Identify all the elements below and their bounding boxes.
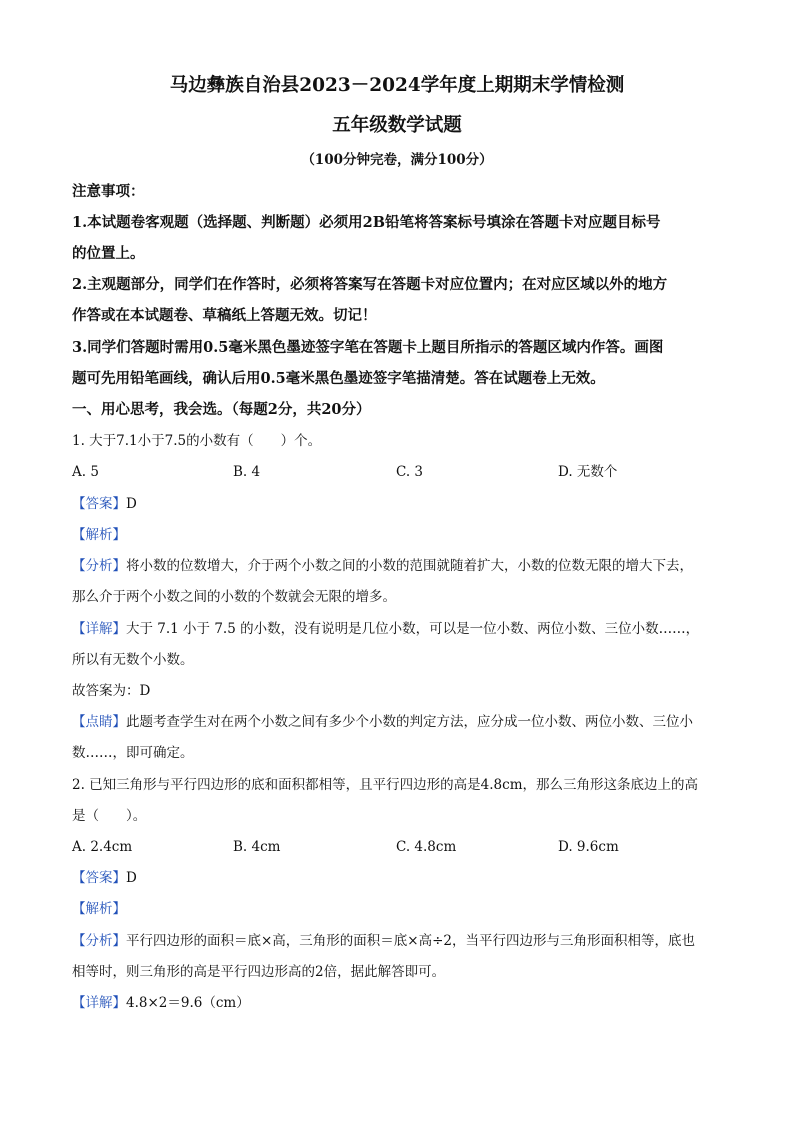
- q2-fenxi-text-1: 平行四边形的面积＝底×高，三角形的面积＝底×高÷2，当平行四边形与三角形面积相等，底也: [126, 933, 696, 949]
- q2-stem-line-1: 2. 已知三角形与平行四边形的底和面积都相等，且平行四边形的高是4.8cm，那么三角形这条底边上的高: [72, 777, 699, 793]
- q1-answer-value: D: [126, 496, 137, 512]
- q2-answer-value: D: [126, 870, 137, 886]
- exam-note: （100分钟完卷，满分100分）: [301, 152, 493, 168]
- exam-subtitle: 五年级数学试题: [332, 115, 462, 136]
- q2-fenxi-line-2: 相等时，则三角形的高是平行四边形高的2倍，据此解答即可。: [72, 964, 446, 980]
- q1-dianjing-line-2: 数……，即可确定。: [72, 745, 194, 761]
- q1-fenxi-tag: 【分析】: [72, 558, 126, 574]
- notice-item-2-line-1: 2.主观题部分，同学们在作答时，必须将答案写在答题卡对应位置内；在对应区域以外的地方: [72, 276, 668, 293]
- notice-item-3-line-2: 题可先用铅笔画线，确认后用0.5毫米黑色墨迹签字笔描清楚。答在试题卷上无效。: [72, 370, 605, 387]
- q1-dianjing-line-1: [72, 712, 693, 732]
- q1-xiangjie-line-2: 所以有无数个小数。: [72, 652, 194, 668]
- q1-fenxi-line-1: [72, 556, 693, 576]
- q2-fenxi-line-1: [72, 931, 695, 951]
- notice-heading: 注意事项：: [72, 183, 145, 200]
- q2-option-a: A. 2.4cm: [72, 839, 133, 855]
- q1-analysis-tag: [72, 525, 126, 545]
- q1-xiangjie-text-1: 大于 7.1 小于 7.5 的小数，没有说明是几位小数，可以是一位小数、两位小数、三位小数……，: [126, 621, 700, 637]
- notice-item-2-line-2: 作答或在本试题卷、草稿纸上答题无效。切记！: [72, 307, 377, 324]
- q2-xiangjie-line-1: [72, 993, 250, 1013]
- q1-fenxi-text-1: 将小数的位数增大，介于两个小数之间的小数的范围就随着扩大，小数的位数无限的增大下去，: [126, 558, 693, 574]
- notice-item-1-line-1: 1.本试题卷客观题（选择题、判断题）必须用2B铅笔将答案标号填涂在答题卡对应题目标号: [72, 214, 661, 231]
- q1-analysis-label: 【解析】: [72, 527, 126, 543]
- q1-xiangjie-line-1: [72, 619, 699, 639]
- q1-answer-tag: 【答案】: [72, 496, 126, 512]
- q1-option-a: A. 5: [72, 464, 99, 480]
- notice-item-1-line-2: 的位置上。: [72, 245, 145, 262]
- q2-option-d: D. 9.6cm: [558, 839, 619, 855]
- q2-option-b: B. 4cm: [233, 839, 281, 855]
- q1-option-c: C. 3: [396, 464, 424, 480]
- q1-option-b: B. 4: [233, 464, 261, 480]
- q2-analysis-tag: [72, 899, 126, 919]
- section-1-heading: 一、用心思考，我会选。（每题2分，共20分）: [72, 401, 371, 418]
- notice-item-3-line-1: 3.同学们答题时需用0.5毫米黑色墨迹签字笔在答题卡上题目所指示的答题区域内作答。画图: [72, 339, 664, 356]
- q2-fenxi-tag: 【分析】: [72, 933, 126, 949]
- q1-stem: 1. 大于7.1小于7.5的小数有（ ）个。: [72, 433, 322, 449]
- q1-option-d: D. 无数个: [558, 464, 618, 480]
- q1-conclusion: 故答案为：D: [72, 683, 151, 699]
- q2-answer: [72, 868, 137, 888]
- q1-answer: [72, 494, 137, 514]
- q1-fenxi-line-2: 那么介于两个小数之间的小数的个数就会无限的增多。: [72, 589, 396, 605]
- exam-title: 马边彝族自治县2023－2024学年度上期期末学情检测: [169, 75, 625, 96]
- q2-answer-tag: 【答案】: [72, 870, 126, 886]
- q2-xiangjie-tag: 【详解】: [72, 995, 126, 1011]
- q2-stem-line-2: 是（ ）。: [72, 808, 147, 824]
- q1-dianjing-text-1: 此题考查学生对在两个小数之间有多少个小数的判定方法，应分成一位小数、两位小数、三位小: [126, 714, 693, 730]
- q1-dianjing-tag: 【点睛】: [72, 714, 126, 730]
- q2-xiangjie-text-1: 4.8×2＝9.6（cm）: [126, 995, 250, 1011]
- q1-xiangjie-tag: 【详解】: [72, 621, 126, 637]
- q2-option-c: C. 4.8cm: [396, 839, 457, 855]
- q2-analysis-label: 【解析】: [72, 901, 126, 917]
